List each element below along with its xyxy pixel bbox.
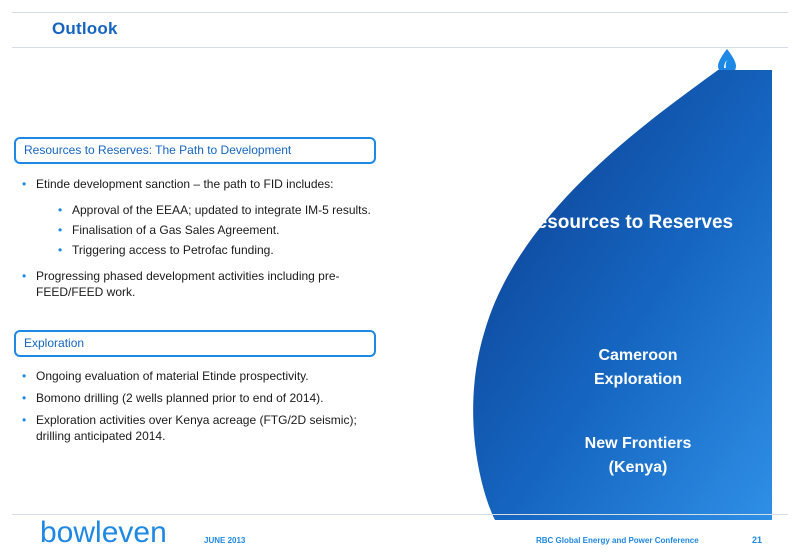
- bowleven-logo: [40, 512, 200, 550]
- footer-conference: RBC Global Energy and Power Conference: [536, 536, 699, 545]
- bullet-text: Etinde development sanction – the path to FID includes:: [36, 177, 334, 191]
- drop-item-line: (Kenya): [608, 459, 668, 476]
- drop-item-cameroon: [548, 344, 728, 392]
- drop-heading: Resources to Reserves: [522, 212, 734, 233]
- sub-bullet-list: [36, 202, 374, 258]
- footer-date: JUNE 2013: [204, 536, 246, 545]
- section-header-resources: Resources to Reserves: The Path to Development: [14, 137, 376, 164]
- list-item: • Ongoing evaluation of material Etinde prospectivity.: [22, 368, 374, 384]
- resources-bullet-list: [22, 176, 374, 306]
- list-item: [22, 176, 374, 258]
- sub-list-item: • Finalisation of a Gas Sales Agreement.: [58, 222, 382, 238]
- drop-item-line: Cameroon: [598, 347, 678, 364]
- exploration-bullet-list: [22, 368, 374, 450]
- drop-item-line: Exploration: [593, 371, 682, 388]
- top-rule: [12, 12, 788, 13]
- list-item: • Bomono drilling (2 wells planned prior to end of 2014).: [22, 390, 374, 406]
- page-number: 21: [752, 535, 763, 545]
- drop-item-new-frontiers: [548, 432, 728, 480]
- page-title: Outlook: [52, 19, 118, 38]
- list-item: • Exploration activities over Kenya acreage (FTG/2D seismic); drilling anticipated 2014.: [22, 412, 374, 444]
- list-item: • Progressing phased development activities including pre-FEED/FEED work.: [22, 268, 374, 300]
- sub-list-item: • Triggering access to Petrofac funding.: [58, 242, 382, 258]
- title-rule: [12, 47, 788, 48]
- section-header-exploration: Exploration: [14, 330, 376, 357]
- drop-item-line: New Frontiers: [584, 435, 692, 452]
- sub-list-item: • Approval of the EEAA; updated to integrate IM-5 results.: [58, 202, 382, 218]
- logo-text: bowleven: [40, 516, 167, 549]
